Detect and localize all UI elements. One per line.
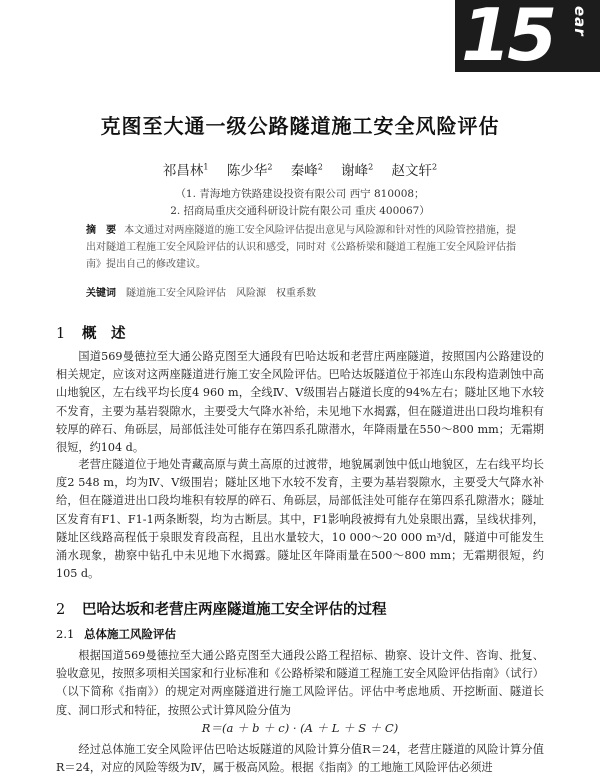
section-heading-2: 2 巴哈达坂和老营庄两座隧道施工安全评估的过程 bbox=[56, 602, 387, 618]
affiliation-2: 2. 招商局重庆交通科研设计院有限公司 重庆 400067） bbox=[170, 205, 430, 217]
author: 陈少华$^2$ bbox=[226, 162, 273, 179]
keywords bbox=[86, 284, 516, 299]
author-list bbox=[0, 159, 600, 179]
author: 赵文轩$^2$ bbox=[391, 162, 438, 179]
paragraph: 国道569曼德拉至大通公路克图至大通段有巴哈达坂和老营庄两座隧道，按照国内公路建设的相关规定，应该对这两座隧道进行施工安全风险评估。巴哈达坂隧道位于祁连山东段构造剥蚀中高山地貌区，左右线平均长度4 960 m，全线Ⅳ、Ⅴ级围岩占隧道长度的94%左右；隧址区地下水较不发育，主要为基岩裂隙水，主要受大气降水补给，未见地下水揭露，但在隧道进出口段均堆积有较厚的碎石、角砾层，局部低洼处可能存在第四系孔隙潜水，年降雨量在550～800 mm；无霜期很短，约104 d。 bbox=[56, 350, 544, 455]
affiliation-1: （1. 青海地方铁路建设投资有限公司 西宁 810008； bbox=[175, 188, 425, 200]
paragraph: 根据国道569曼德拉至大通公路克图至大通段公路工程招标、勘察、设计文件、咨询、批复、验收意见，按照多项相关国家和行业标准和《公路桥梁和隧道工程施工安全风险评估指南》（试行）（以下简称《指南》）的规定对两座隧道进行施工风险评估。评估中考虑地质、开挖断面、隧道长度、洞口形式和特征，按照公式计算风险分值为 bbox=[56, 649, 544, 717]
risk-formula: R＝(a ＋ b ＋ c) · (A ＋ L ＋ S ＋ C) bbox=[201, 721, 399, 735]
author: 谢峰$^2$ bbox=[341, 162, 374, 179]
issue-badge bbox=[455, 0, 600, 72]
author: 秦峰$^2$ bbox=[290, 162, 323, 179]
keywords-label: 关键词 bbox=[86, 288, 116, 299]
issue-label: ear bbox=[571, 6, 589, 37]
author: 祁昌林$^1$ bbox=[162, 162, 209, 179]
paper-title: 克图至大通一级公路隧道施工安全风险评估 bbox=[100, 114, 500, 138]
paragraph: 经过总体施工安全风险评估巴哈达坂隧道的风险计算分值R＝24，老营庄隧道的风险计算分值R＝24，对应的风险等级为Ⅳ，属于极高风险。根据《指南》的工地施工风险评估必须进 bbox=[56, 743, 544, 775]
section-heading-1: 1 概 述 bbox=[56, 326, 126, 342]
issue-number: 15 bbox=[461, 0, 554, 72]
subsection-heading: 2.1 总体施工风险评估 bbox=[56, 627, 176, 641]
keywords-text: 隧道施工安全风险评估 风险源 权重系数 bbox=[126, 288, 316, 299]
abstract-text: 本文通过对两座隧道的施工安全风险评估提出意见与风险源和针对性的风险管控措施，提出对隧道工程施工安全风险评估的认识和感受，同时对《公路桥梁和隧道工程施工安全风险评估指南》提出自己的修改建议。 bbox=[86, 225, 517, 270]
paragraph: 老营庄隧道位于地处青藏高原与黄土高原的过渡带，地貌属剥蚀中低山地貌区，左右线平均长度2 548 m，均为Ⅳ、Ⅴ级围岩；隧址区地下水较不发育，主要为基岩裂隙水，主要受大气降水补给，但在隧道进出口段均堆积有较厚的碎石、角砾层，局部低洼处可能存在第四系孔隙潜水；隧址区发育有F1、F1-1两条断裂，均为古断层。其中，F1影响段被拇有九处泉眼出露，呈线状排列，隧址区线路高程低于泉眼发育段高程，且出水量较大，10 000～20 000 m³/d，隧道中可能发生涌水现象，勘察中钻孔中未见地下水揭露。隧址区年降雨量在500～800 mm；无霜期很短，约105 d。 bbox=[56, 458, 544, 581]
abstract-label: 摘 要 bbox=[86, 225, 117, 236]
abstract bbox=[86, 222, 516, 273]
